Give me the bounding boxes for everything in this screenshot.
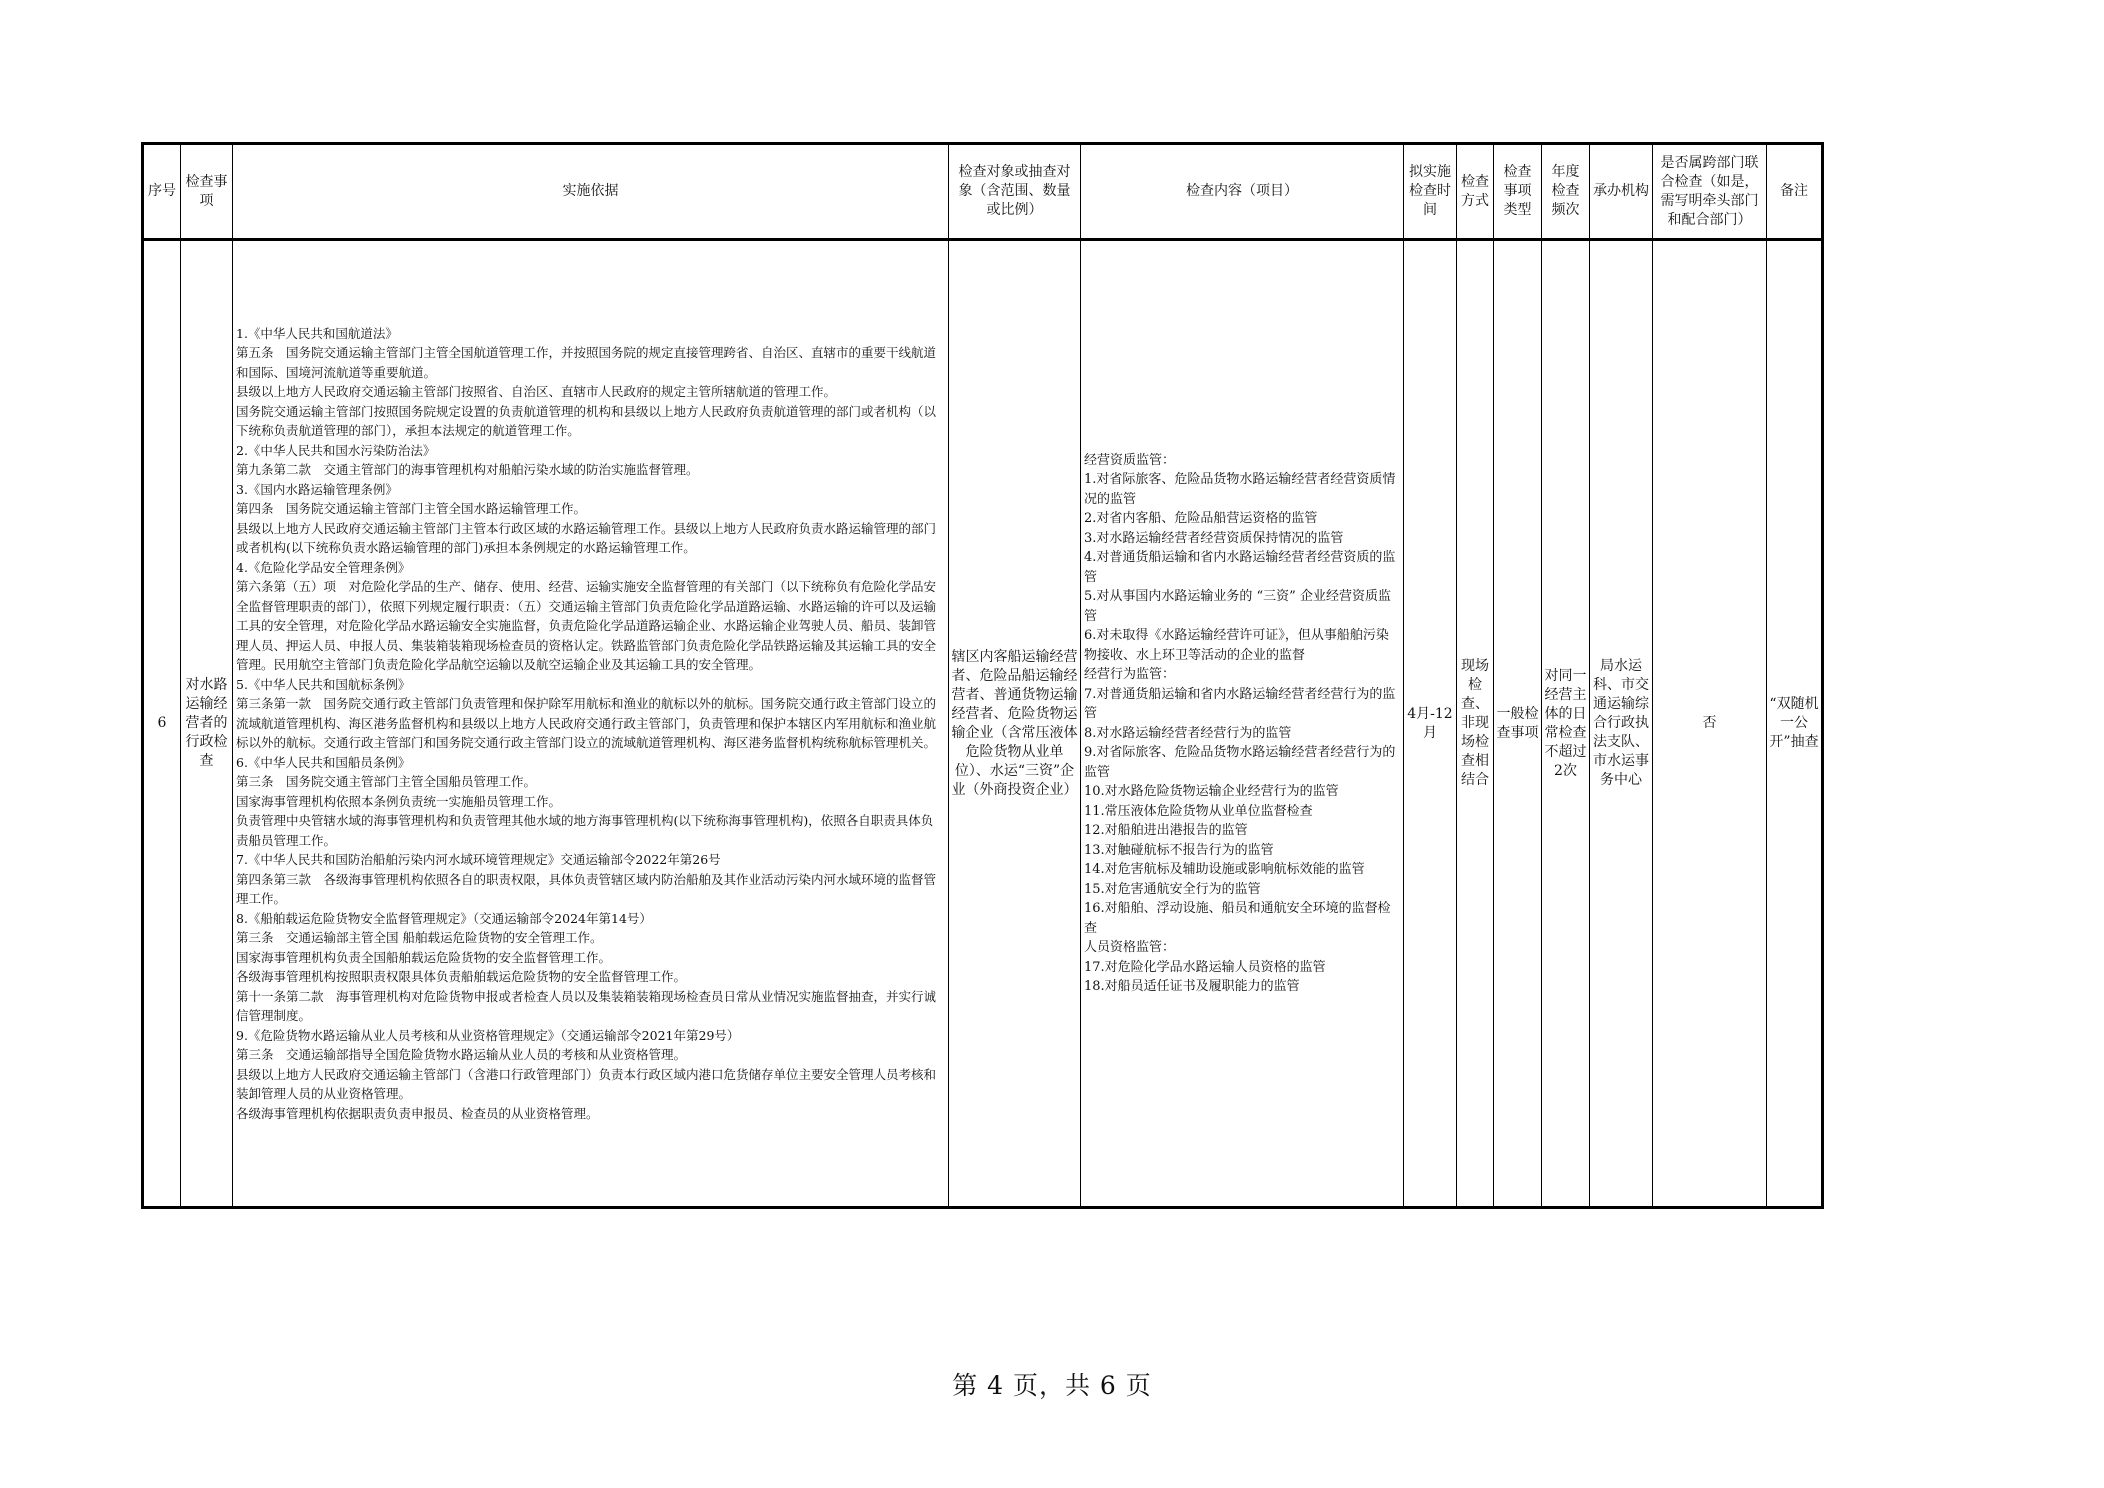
basis-line: 第三条 交通运输部主管全国 船舶载运危险货物的安全管理工作。 [236,930,603,946]
content-line: 1.对省际旅客、危险品货物水路运输经营者经营资质情况的监管 [1084,472,1396,507]
content-line: 经营资质监管： [1084,452,1176,468]
basis-line: 7.《中华人民共和国防治船舶污染内河水域环境管理规定》交通运输部令2022年第26号 [236,852,721,868]
page-number: 第 4 页，共 6 页 [952,1371,1152,1400]
cell-basis [233,240,949,1208]
basis-line: 第九条第二款 交通主管部门的海事管理机构对船舶污染水域的防治实施监督管理。 [236,462,699,478]
cell-org: 局水运科、市交通运输综合行政执法支队、市水运事务中心 [1590,240,1653,1208]
basis-line: 4.《危险化学品安全管理条例》 [236,559,411,575]
content-line: 14.对危害航标及辅助设施或影响航标效能的监管 [1084,862,1365,877]
cell-item: 对水路运输经营者的行政检查 [181,240,233,1208]
basis-line: 3.《国内水路运输管理条例》 [236,481,398,497]
cell-method: 现场检查、非现场检查相结合 [1457,240,1494,1208]
cell-time: 4月-12月 [1404,240,1457,1208]
content-line: 12.对船舶进出港报告的监管 [1084,823,1248,838]
basis-line: 第四条第三款 各级海事管理机构依照各自的职责权限，具体负责管辖区域内防治船舶及其作业活动污染内河水域环境的监督管理工作。 [236,871,937,907]
content-line: 18.对船员适任证书及履职能力的监管 [1084,979,1300,994]
content-line: 3.对水路运输经营者经营资质保持情况的监管 [1084,530,1344,546]
basis-line: 第十一条第二款 海事管理机构对危险货物申报或者检查人员以及集装箱装箱现场检查员日常从业情况实施监督抽查，并实行诚信管理制度。 [236,988,937,1024]
header-type: 检查事项类型 [1494,144,1542,240]
cell-remark: “双随机一公开”抽查 [1767,240,1823,1208]
content-line: 9.对省际旅客、危险品货物水路运输经营者经营行为的监管 [1084,745,1396,780]
header-basis: 实施依据 [233,144,949,240]
basis-line: 第五条 国务院交通运输主管部门主管全国航道管理工作，并按照国务院的规定直接管理跨省、自治区、直辖市的重要干线航道和国际、国境河流航道等重要航道。 [236,345,937,380]
basis-line: 国务院交通运输主管部门按照国务院规定设置的负责航道管理的机构和县级以上地方人民政府负责航道管理的部门或者机构（以下统称负责航道管理的部门），承担本法规定的航道管理工作。 [236,403,937,439]
basis-line: 各级海事管理机构依据职责负责申报员、检查员的从业资格管理。 [236,1105,599,1121]
header-method: 检查方式 [1457,144,1494,240]
content-line: 4.对普通货船运输和省内水路运输经营者经营资质的监管 [1084,550,1396,585]
header-item: 检查事项 [181,144,233,240]
header-object: 检查对象或抽查对象（含范围、数量或比例） [949,144,1081,240]
header-remark: 备注 [1767,144,1823,240]
basis-line: 6.《中华人民共和国船员条例》 [236,754,411,770]
header-seq: 序号 [143,144,181,240]
content-line: 11.常压液体危险货物从业单位监督检查 [1084,803,1313,819]
basis-line: 第三条 交通运输部指导全国危险货物水路运输从业人员的考核和从业资格管理。 [236,1047,687,1063]
header-content: 检查内容（项目） [1081,144,1404,240]
content-line: 13.对触碰航标不报告行为的监管 [1084,842,1274,858]
content-line: 15.对危害通航安全行为的监管 [1084,881,1261,897]
basis-line: 第三条 国务院交通主管部门主管全国船员管理工作。 [236,774,537,790]
header-time: 拟实施检查时间 [1404,144,1457,240]
basis-line: 县级以上地方人民政府交通运输主管部门（含港口行政管理部门）负责本行政区域内港口危货储存单位主要安全管理人员考核和装卸管理人员的从业资格管理。 [236,1066,937,1102]
basis-line: 第三条第一款 国务院交通行政主管部门负责管理和保护除军用航标和渔业的航标以外的航标。国务院交通行政主管部门设立的流域航道管理机构、海区港务监督机构和县级以上地方人民政府交通行政主管部门，负责管理和保护本辖区内军用航标和渔业航标以外的航标。交通行政主管部门和国务院交通行政主管部门设立的流域航道管理机构、海区港务监督机构统称航标管理机关。 [236,696,937,751]
header-row [143,144,1823,240]
basis-line: 县级以上地方人民政府交通运输主管部门主管本行政区域的水路运输管理工作。县级以上地方人民政府负责水路运输管理的部门或者机构(以下统称负责水路运输管理的部门)承担本条例规定的水路运输管理工作。 [236,520,937,556]
content-line: 人员资格监管： [1084,940,1176,955]
basis-line: 2.《中华人民共和国水污染防治法》 [236,442,436,458]
cell-object: 辖区内客船运输经营者、危险品船运输经营者、普通货物运输经营者、危险货物运输企业（含常压液体危险货物从业单位）、水运“三资”企业（外商投资企业） [949,240,1081,1208]
basis-line: 国家海事管理机构依照本条例负责统一实施船员管理工作。 [236,793,562,809]
basis-line: 8.《船舶载运危险货物安全监督管理规定》（交通运输部令2024年第14号） [236,910,652,926]
cell-content [1081,240,1404,1208]
content-line: 5.对从事国内水路运输业务的 “三资” 企业经营资质监管 [1084,589,1391,624]
content-line: 6.对未取得《水路运输经营许可证》，但从事船舶污染物接收、水上环卫等活动的企业的监督 [1084,628,1389,663]
inspection-table [141,142,1824,1209]
basis-line: 第四条 国务院交通运输主管部门主管全国水路运输管理工作。 [236,501,587,517]
content-text [1081,451,1403,997]
basis-line: 9.《危险货物水路运输从业人员考核和从业资格管理规定》（交通运输部令2021年第29号） [236,1027,740,1043]
header-org: 承办机构 [1590,144,1653,240]
basis-line: 国家海事管理机构负责全国船舶载运危险货物的安全监督管理工作。 [236,949,612,965]
content-line: 经营行为监管： [1084,667,1176,682]
cell-seq: 6 [143,240,181,1208]
header-freq: 年度检查频次 [1542,144,1590,240]
cell-joint: 否 [1653,240,1767,1208]
basis-text [233,324,948,1124]
content-line: 8.对水路运输经营者经营行为的监管 [1084,725,1292,741]
content-line: 17.对危险化学品水路运输人员资格的监管 [1084,959,1326,975]
content-line: 2.对省内客船、危险品船营运资格的监管 [1084,511,1318,526]
basis-line: 负责管理中央管辖水域的海事管理机构和负责管理其他水域的地方海事管理机构(以下统称海事管理机构)，依照各自职责具体负责船员管理工作。 [236,813,934,848]
basis-line: 各级海事管理机构按照职责权限具体负责船舶载运危险货物的安全监督管理工作。 [236,969,687,985]
content-line: 10.对水路危险货物运输企业经营行为的监管 [1084,784,1339,799]
cell-type: 一般检查事项 [1494,240,1542,1208]
table-row [143,240,1823,1208]
basis-line: 1.《中华人民共和国航道法》 [236,325,398,341]
content-line: 7.对普通货船运输和省内水路运输经营者经营行为的监管 [1084,686,1396,721]
basis-line: 5.《中华人民共和国航标条例》 [236,676,411,692]
header-joint: 是否属跨部门联合检查（如是，需写明牵头部门和配合部门） [1653,144,1767,240]
basis-line: 县级以上地方人民政府交通运输主管部门按照省、自治区、直辖市人民政府的规定主管所辖航道的管理工作。 [236,384,837,400]
cell-freq: 对同一经营主体的日常检查不超过2次 [1542,240,1590,1208]
content-line: 16.对船舶、浮动设施、船员和通航安全环境的监督检查 [1084,901,1391,936]
basis-line: 第六条第（五）项 对危险化学品的生产、储存、使用、经营、运输实施安全监督管理的有关部门（以下统称负有危险化学品安全监督管理职责的部门），依照下列规定履行职责：（五）交通运输主管部门负责危险化学品道路运输、水路运输的许可以及运输工具的安全管理，对危险化学品水路运输安全实施监督，负责危险化学品道路运输企业、水路运输企业驾驶人员、船员、装卸管理人员、押运人员、申报人员、集装箱装箱现场检查员的资格认定。铁路监管部门负责危险化学品铁路运输及其运输工具的安全管理。民用航空主管部门负责危险化学品航空运输以及航空运输企业及其运输工具的安全管理。 [236,579,937,673]
